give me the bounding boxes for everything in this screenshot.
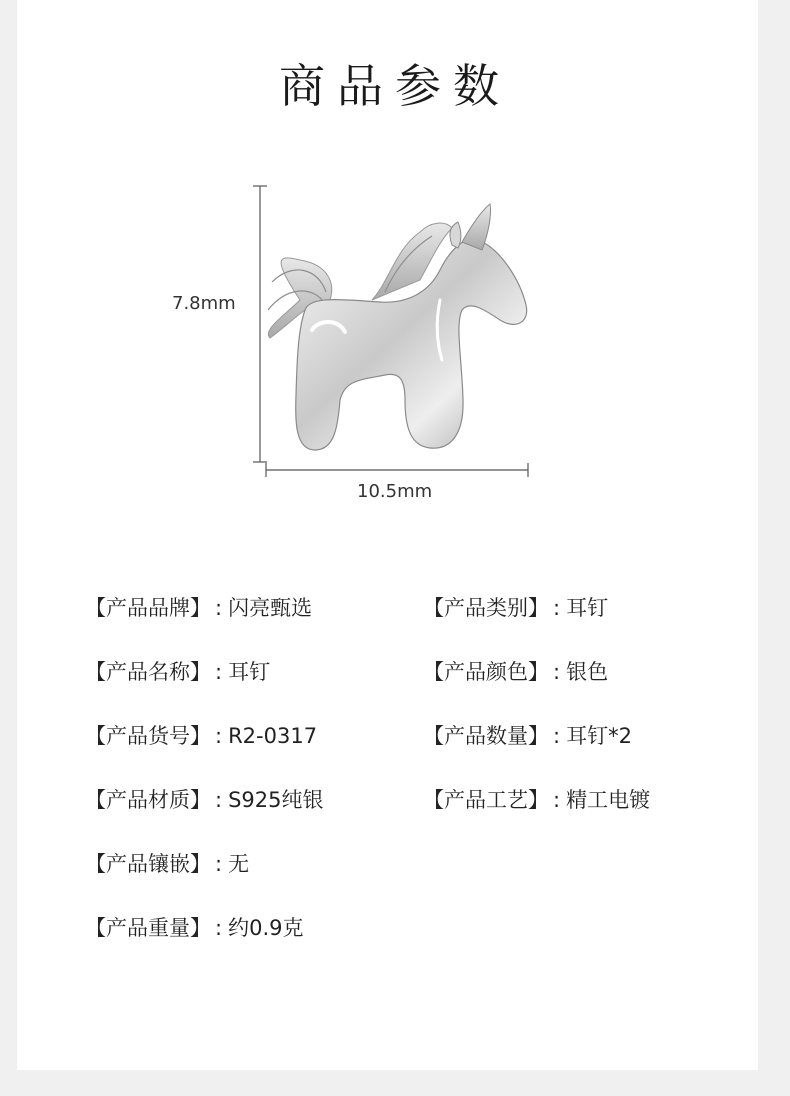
spec-item-sku: [85, 720, 317, 750]
spec-key: 【产品类别】: [423, 596, 549, 620]
spec-value: 无: [228, 852, 250, 876]
spec-separator: :: [215, 724, 223, 748]
spec-value: 耳钉: [566, 596, 609, 620]
spec-value: 约0.9克: [228, 916, 304, 940]
spec-separator: :: [215, 852, 223, 876]
spec-item-quantity: [423, 720, 632, 750]
spec-separator: :: [215, 788, 223, 812]
spec-value: R2-0317: [228, 724, 318, 748]
spec-separator: :: [553, 724, 561, 748]
spec-separator: :: [215, 916, 223, 940]
spec-value: 闪亮甄选: [228, 596, 313, 620]
height-dimension-line: [253, 186, 267, 462]
unicorn-earring-image: [268, 204, 527, 450]
spec-key: 【产品货号】: [85, 724, 211, 748]
spec-item-color: [423, 656, 608, 686]
spec-item-brand: [85, 592, 312, 622]
page-title: 商品参数: [279, 59, 511, 113]
spec-key: 【产品名称】: [85, 660, 211, 684]
spec-key: 【产品颜色】: [423, 660, 549, 684]
spec-separator: :: [553, 788, 561, 812]
spec-separator: :: [215, 660, 223, 684]
spec-value: 精工电镀: [566, 788, 651, 812]
spec-item-material: [85, 784, 324, 814]
spec-key: 【产品重量】: [85, 916, 211, 940]
spec-separator: :: [553, 596, 561, 620]
spec-key: 【产品数量】: [423, 724, 549, 748]
height-label: 7.8mm: [172, 293, 236, 314]
spec-value: S925纯银: [228, 788, 324, 812]
spec-key: 【产品品牌】: [85, 596, 211, 620]
spec-separator: :: [215, 596, 223, 620]
width-dimension-line: [266, 463, 528, 477]
spec-value: 耳钉*2: [566, 724, 632, 748]
spec-item-weight: [85, 912, 303, 942]
spec-value: 耳钉: [228, 660, 271, 684]
spec-key: 【产品镶嵌】: [85, 852, 211, 876]
spec-separator: :: [553, 660, 561, 684]
spec-item-category: [423, 592, 608, 622]
spec-key: 【产品材质】: [85, 788, 211, 812]
spec-key: 【产品工艺】: [423, 788, 549, 812]
spec-item-craft: [423, 784, 650, 814]
spec-item-inlay: [85, 848, 249, 878]
spec-item-name: [85, 656, 270, 686]
width-label: 10.5mm: [357, 481, 433, 502]
spec-value: 银色: [566, 660, 609, 684]
